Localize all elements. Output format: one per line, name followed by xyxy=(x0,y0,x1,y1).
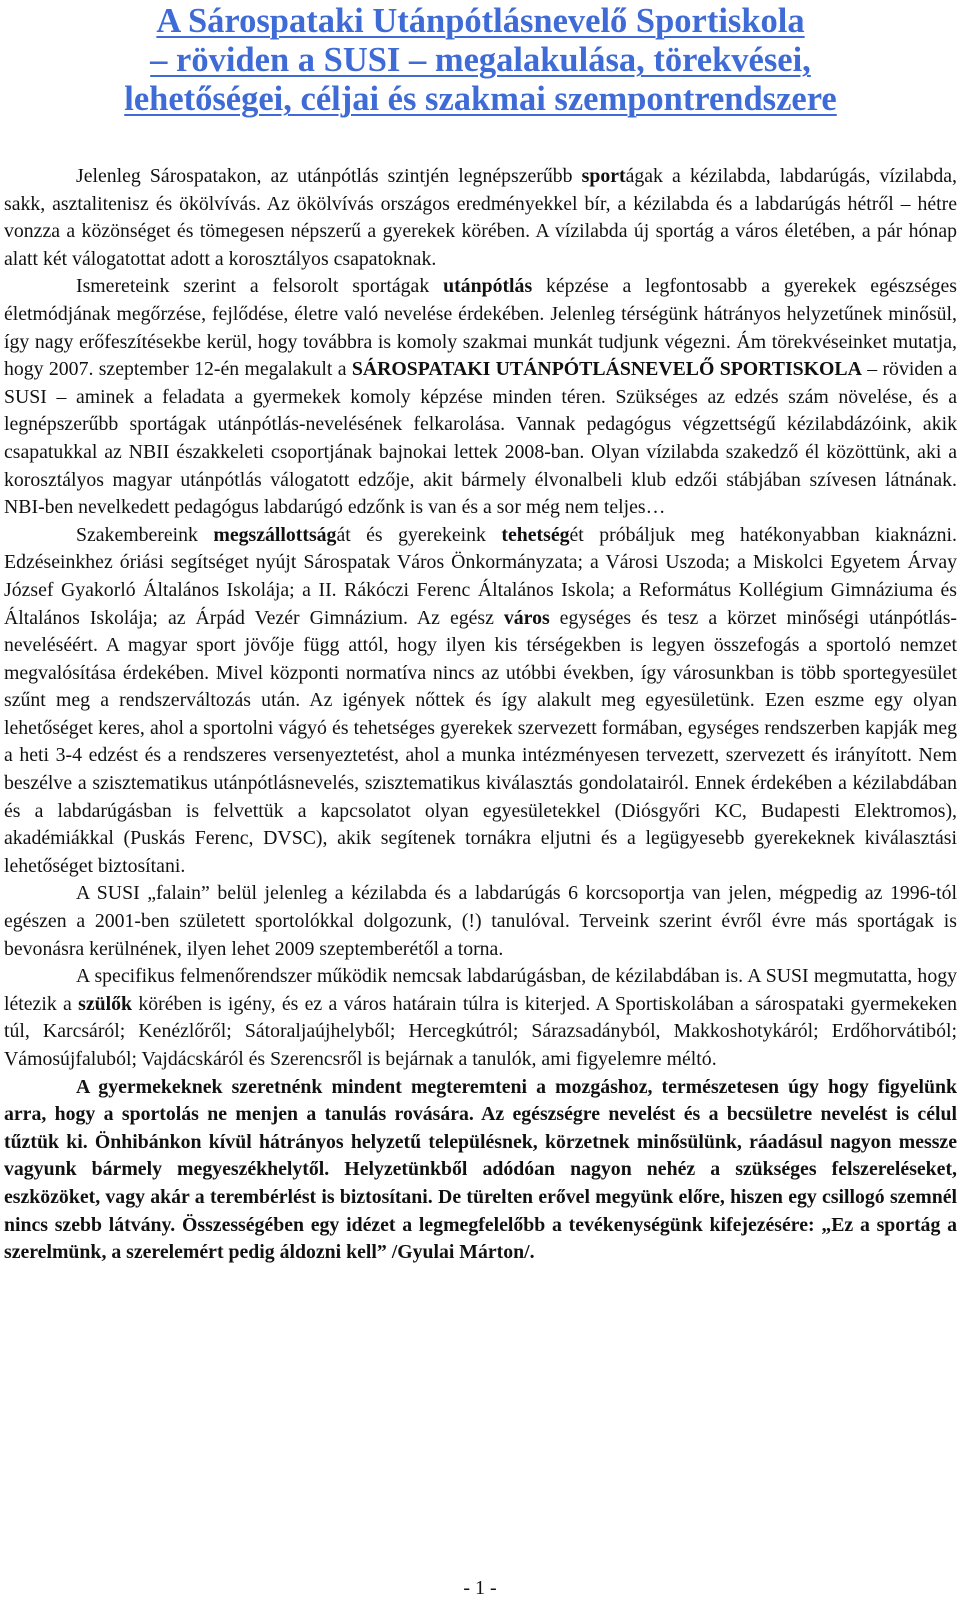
paragraph-5 xyxy=(4,963,957,1073)
document-page xyxy=(4,0,957,1267)
text-run: képzése a legfontosabb a gyerekek egészséges életmódjának megőrzése, fejlődése, életre való nevelése érdekében. Jelenleg térségünk hátrányos helyzetűnek minősül, így nagy erőfeszítésekbe kerül, hogy továbbra is komoly szakmai munkát tudjunk végezni. Ám törekvéseinket mutatja, hogy 2007. szeptember 12-én megalakult a xyxy=(4,275,957,381)
paragraph-4: A SUSI „falain” belül jelenleg a kézilabda és a labdarúgás 6 korcsoportja van jelen, mégpedig az 1996-tól egészen a 2001-ben született sportolókkal dolgozunk, (!) tanulóval. Terveink szerint évről évre más sportágak is bevonásra kerülnének, ilyen lehet 2009 szeptemberétől a torna. xyxy=(4,882,957,960)
text-run: ét próbáljuk meg hatékonyabban kiaknázni. Edzéseinkhez óriási segítséget nyújt Sárospatak Város Önkormányzata; a Városi Uszoda; a Miskolci Egyetem Árvay József Gyakorló Általános Iskolája; a II. Rákóczi Ferenc Általános Iskola; a Református Kollégium Gimnáziuma és Általános Iskolája; az Árpád Vezér Gimnázium. Az egész xyxy=(4,523,957,629)
document-body xyxy=(4,163,957,1267)
text-run: körében is igény, és ez a város határain túlra is kiterjed. A Sportiskolában a sárospataki gyermekeken túl, Karcsáról; Kenézlőről; Sátoraljaújhelyből; Hercegkútról; Sárazsadányból, Makkoshotykáról; Erdőhorvátiból; Vámosújfaluból; Vajdácskáról és Szerencsről is bejárnak a tanulók, ami figyelemre méltó. xyxy=(4,992,957,1070)
text-run: egységes és tesz a körzet minőségi utánpótlás-neveléséért. A magyar sport jövője függ attól, hogy ilyen kis térségekben is legyen összefogás a sportoló nemzet megvalósítása érdekében. Mivel központi normatíva nincs az utóbbi években, így városunkban is több sportegyesület szűnt meg a rendszerváltozás után. Az igények nőttek és így alakult meg egyesületünk. Ezen eszme egy olyan lehetőséget keres, ahol a sportolni vágyó és tehetséges gyerekek szervezett formában, egységes rendszerben kapják meg a heti 3-4 edzést és a rendszeres versenyeztetést, ahol a munka intézményesen tervezett, szervezett és irányított. Nem beszélve a szisztematikus utánpótlásnevelés, szisztematikus kiválasztás gondolatairól. Ennek érdekében a kézilabdában és a labdarúgásban is felvettük a kapcsolatot olyan egyesületekkel (Diósgyőri KC, Budapesti Elektromos), akadémiákkal (Puskás Ferenc, DVSC), akik segítenek tornákra eljutni és a legügyesebb gyerekeknek kiválasztási lehetőséget biztosítani. xyxy=(4,606,957,877)
title-line-1: A Sárospataki Utánpótlásnevelő Sportiskola xyxy=(156,2,805,40)
document-title xyxy=(4,0,957,119)
text-run: át és gyerekeink xyxy=(336,523,502,546)
bold-run: város xyxy=(503,606,550,629)
bold-run: utánpótlás xyxy=(443,275,533,298)
text-run: Jelenleg Sárospatakon, az utánpótlás szintjén legnépszerűbb xyxy=(76,165,582,187)
text-run: – röviden a SUSI – aminek a feladata a gyermekek komoly képzése minden téren. Szükséges az edzés szám növelése, és a legnépszerűbb sportágak utánpótlás-nevelésének felkarolása. Vannak pedagógus végzettségű kézilabdázóink, akik csapatukkal az NBII északkeleti csoportjának bajnokai lettek 2008-ban. Olyan vízilabda szakedző él közöttünk, aki a korosztályos magyar utánpótlás válogatott edzője, akit bármely élvonalbeli klub edzői stábjában szívesen látnának. NBI-ben nevelkedett pedagógus labdarúgó edzőnk is van és a sor még nem teljes… xyxy=(4,358,958,519)
bold-run: SÁROSPATAKI UTÁNPÓTLÁSNEVELŐ SPORTISKOLA xyxy=(351,358,862,381)
page-number: - 1 - xyxy=(463,1577,497,1599)
text-run: A specifikus felmenőrendszer működik nemcsak labdarúgásban, de kézilabdában is. A SUSI megmutatta, hogy létezik a xyxy=(4,965,957,1015)
title-line-2: – röviden a SUSI – megalakulása, törekvései, xyxy=(150,41,811,79)
bold-run: megszállottság xyxy=(213,523,337,546)
text-run: Szakembereink xyxy=(76,523,214,546)
paragraph-1 xyxy=(4,163,957,273)
title-line-3: lehetőségei, céljai és szakmai szempontrendszere xyxy=(124,80,837,118)
text-run: Ismereteink szerint a felsorolt sportágak xyxy=(76,275,444,298)
paragraph-2 xyxy=(4,273,957,521)
bold-run: sport xyxy=(581,165,626,187)
bold-run: szülők xyxy=(78,992,133,1015)
paragraph-6: A gyermekeknek szeretnénk mindent megteremteni a mozgáshoz, természetesen úgy hogy figyelünk arra, hogy a sportolás ne menjen a tanulás rovására. Az egészségre nevelést és a becsületre nevelést is célul tűztük ki. Önhibánkon kívül hátrányos helyzetű településnek, körzetnek minősülünk, ráadásul nagyon messze vagyunk bármely megyeszékhelytől. Helyzetünkből adódóan nagyon nehéz a szükséges felszereléseket, eszközöket, vagy akár a terembérlést is biztosítani. De türelten erővel megyünk előre, hiszen egy csillogó szemnél nincs szebb látvány. Összességében egy idézet a legmegfelelőbb a tevékenységünk kifejezésére: „Ez a sportág a szerelmünk, a szerelemért pedig áldozni kell” /Gyulai Márton/. xyxy=(4,1075,957,1264)
text-run: ágak a kézilabda, labdarúgás, vízilabda, sakk, asztalitenisz és ökölvívás. Az ökölvívás országos eredményekkel bír, a kézilabda és a labdarúgás hétről – hétre vonzza a közönséget és tömegesen népszerű a gyerekek körében. A vízilabda új sportág a város életében, a pár hónap alatt két válogatottat adott a korosztályos csapatoknak. xyxy=(4,165,957,270)
paragraph-3 xyxy=(4,522,957,881)
bold-run: tehetség xyxy=(501,523,570,546)
